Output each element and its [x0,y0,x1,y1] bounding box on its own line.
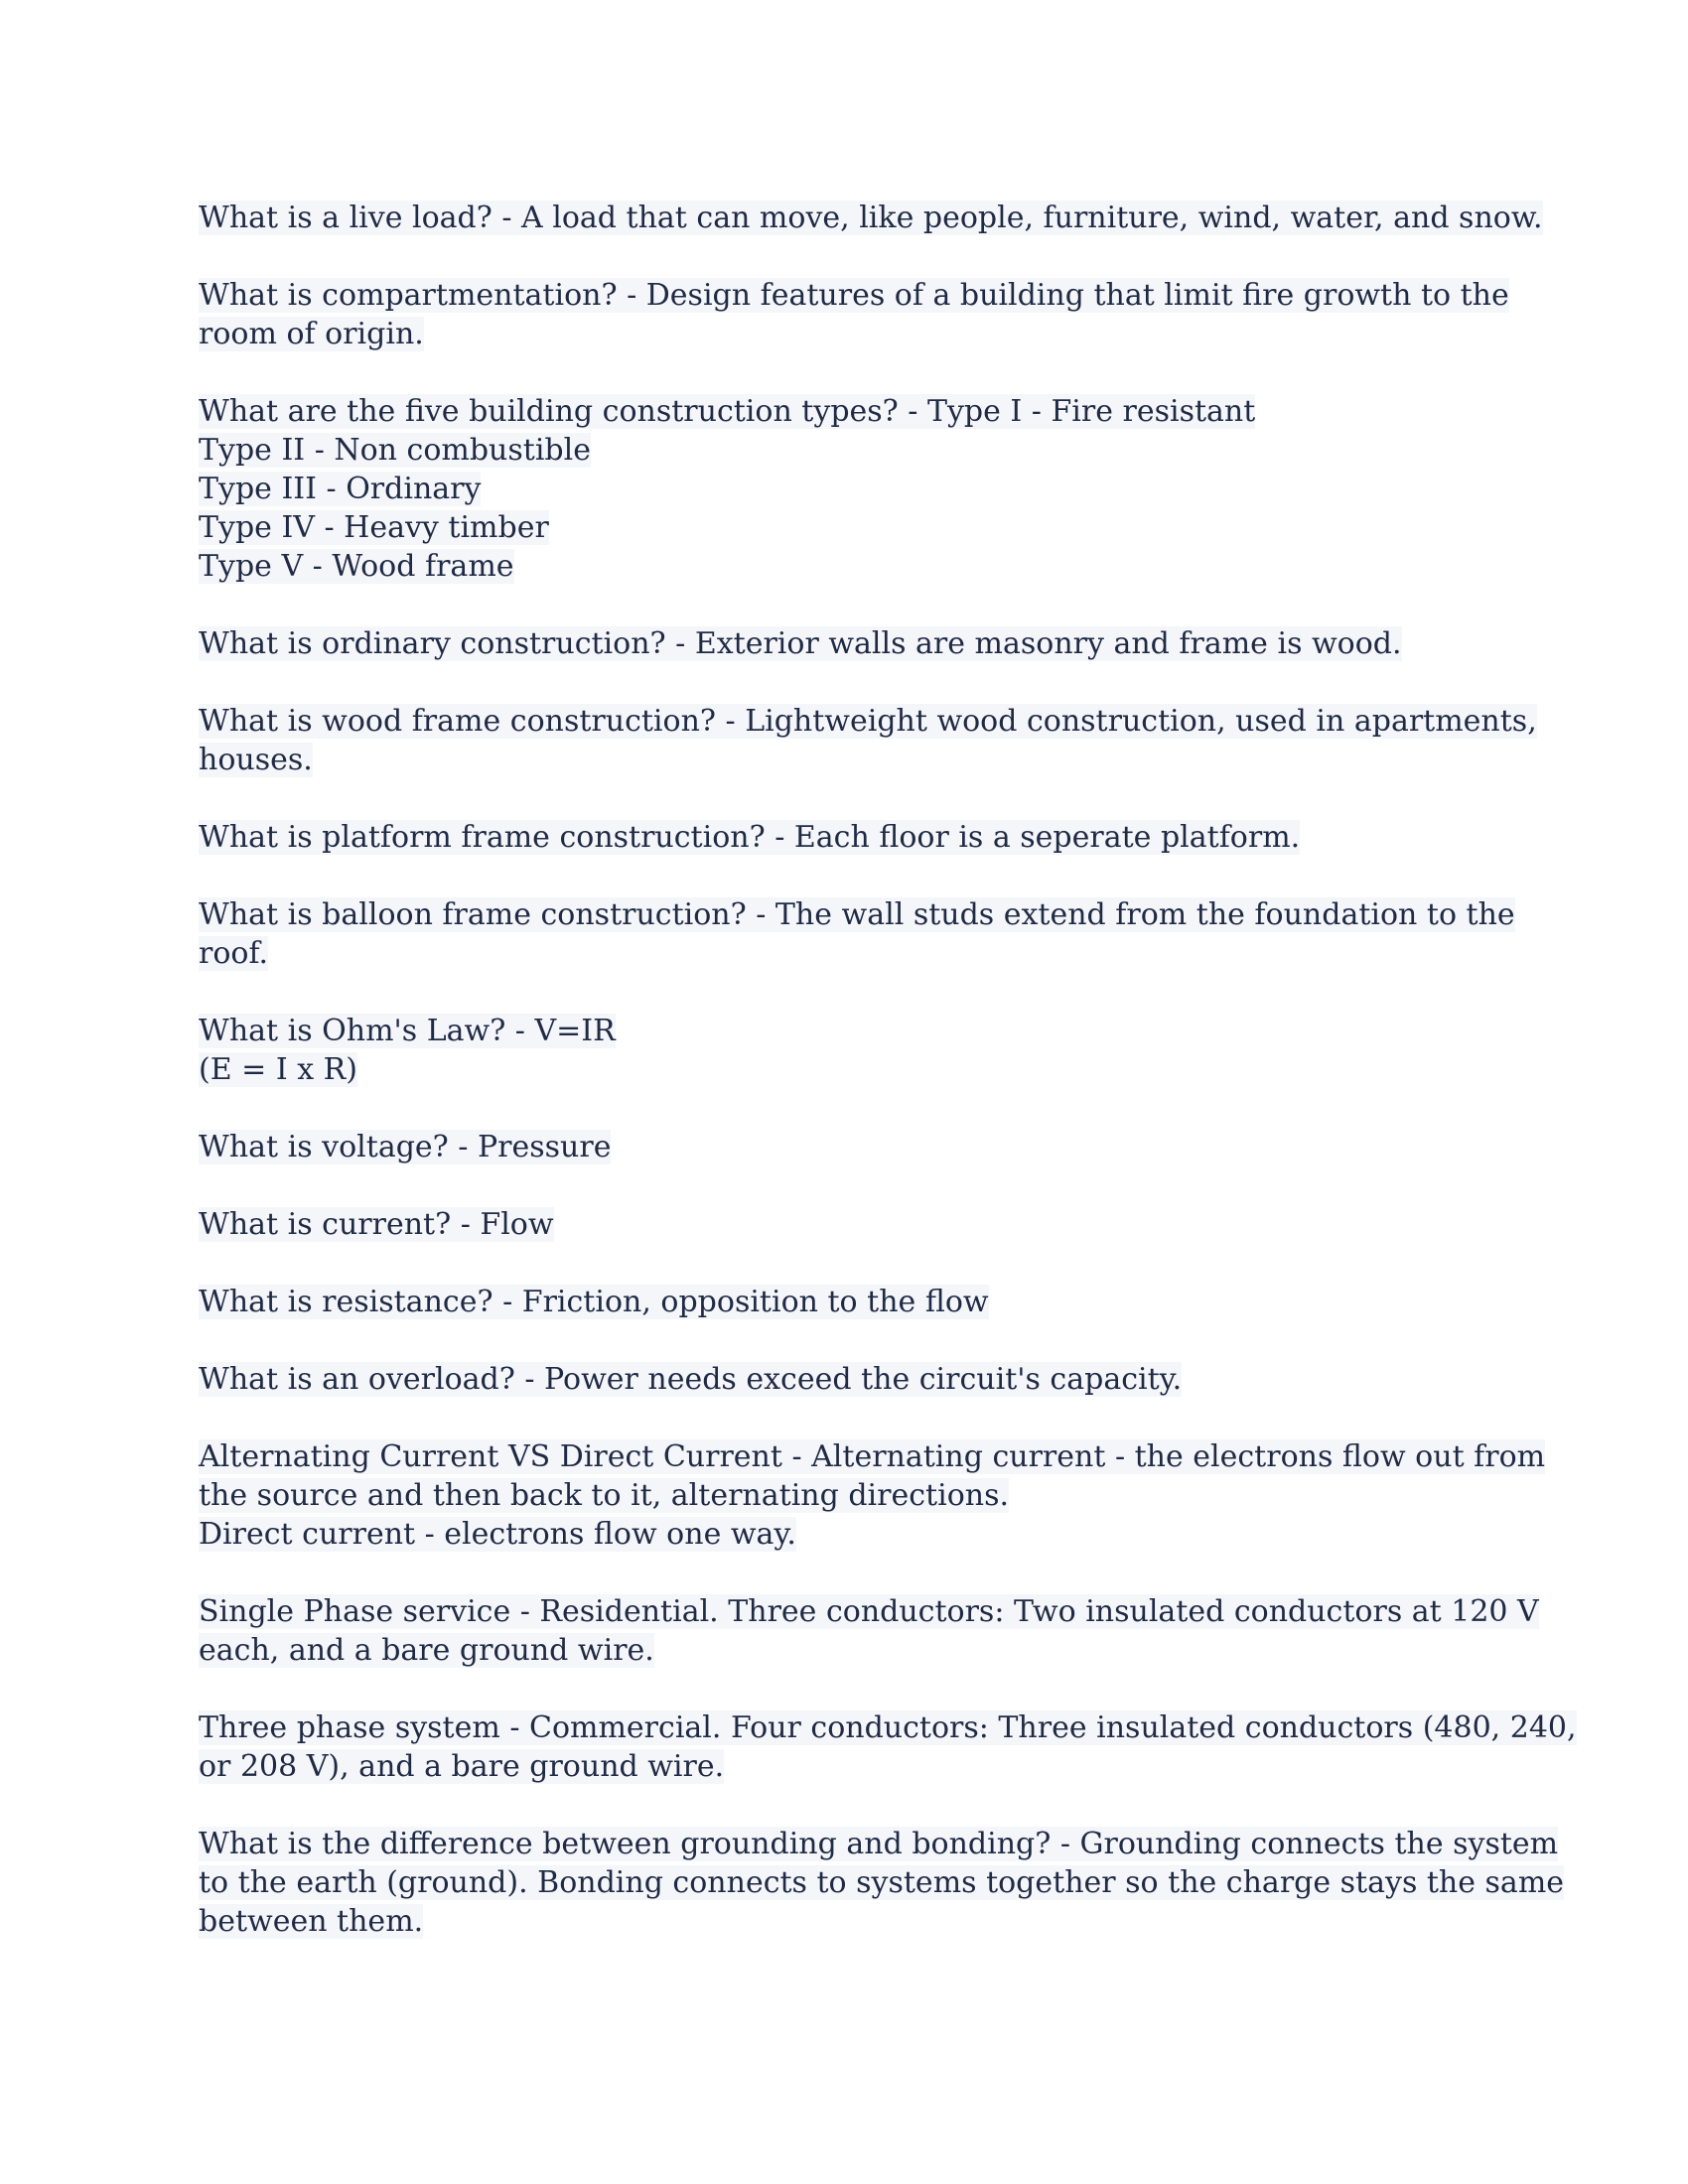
entry-line: What is voltage? - Pressure [199,1130,612,1164]
entry-line: What is balloon frame construction? - The wall studs extend from the foundation to the [199,897,1515,932]
qa-entry-overload [199,1360,1489,1399]
qa-entry-ac-vs-dc [199,1437,1546,1554]
entry-line: What is compartmentation? - Design features of a building that limit fire growth to the [199,278,1509,313]
entry-line: Type III - Ordinary [199,472,482,506]
entry-line: to the earth (ground). Bonding connects to systems together so the charge stays the same [199,1865,1565,1900]
qa-entry-compartmentation [199,276,1509,353]
entry-line: room of origin. [199,317,424,351]
qa-entry-balloon-frame [199,895,1515,973]
entry-line: Direct current - electrons flow one way. [199,1517,796,1552]
qa-entry-three-phase [199,1708,1577,1786]
qa-entry-ohms-law [199,1012,1489,1089]
entry-line: roof. [199,936,269,971]
qa-entry-construction-types [199,392,1489,586]
qa-entry-grounding-bonding [199,1825,1565,1941]
entry-line: What is an overload? - Power needs exceed the circuit's capacity. [199,1362,1183,1397]
entry-line: What is ordinary construction? - Exterior walls are masonry and frame is wood. [199,626,1402,661]
entry-line: Alternating Current VS Direct Current - Alternating current - the electrons flow out from [199,1439,1546,1474]
entry-line: What is a live load? - A load that can move, like people, furniture, wind, water, and snow. [199,201,1543,235]
entry-line: What are the five building construction types? - Type I - Fire resistant [199,394,1256,429]
entry-line: houses. [199,743,313,777]
qa-entry-platform-frame [199,818,1489,857]
qa-entry-current [199,1205,1489,1244]
entry-line: or 208 V), and a bare ground wire. [199,1749,725,1784]
document-page [199,199,1577,1979]
entry-line: What is wood frame construction? - Lightweight wood construction, used in apartments, [199,704,1537,739]
qa-entry-resistance [199,1283,1489,1321]
qa-entry-wood-frame [199,702,1537,779]
qa-entry-single-phase [199,1592,1539,1670]
entry-line: between them. [199,1904,424,1939]
entry-line: each, and a bare ground wire. [199,1633,654,1668]
entry-line: What is platform frame construction? - Each floor is a seperate platform. [199,820,1301,855]
qa-entry-live-load [199,199,1543,237]
entry-line: Single Phase service - Residential. Three conductors: Two insulated conductors at 120 V [199,1594,1539,1629]
entry-line: What is resistance? - Friction, opposition to the flow [199,1285,989,1319]
entry-line: Type V - Wood frame [199,549,514,584]
entry-line: (E = I x R) [199,1052,357,1087]
entry-line: Type II - Non combustible [199,433,591,468]
entry-line: What is current? - Flow [199,1207,554,1242]
entry-line: the source and then back to it, alternating directions. [199,1478,1010,1513]
entry-line: Three phase system - Commercial. Four conductors: Three insulated conductors (480, 240, [199,1710,1577,1745]
qa-entry-voltage [199,1128,1489,1166]
entry-line: What is Ohm's Law? - V=IR [199,1014,616,1048]
qa-entry-ordinary-construction [199,624,1489,663]
entry-line: What is the difference between grounding and bonding? - Grounding connects the system [199,1827,1559,1861]
entry-line: Type IV - Heavy timber [199,510,549,545]
